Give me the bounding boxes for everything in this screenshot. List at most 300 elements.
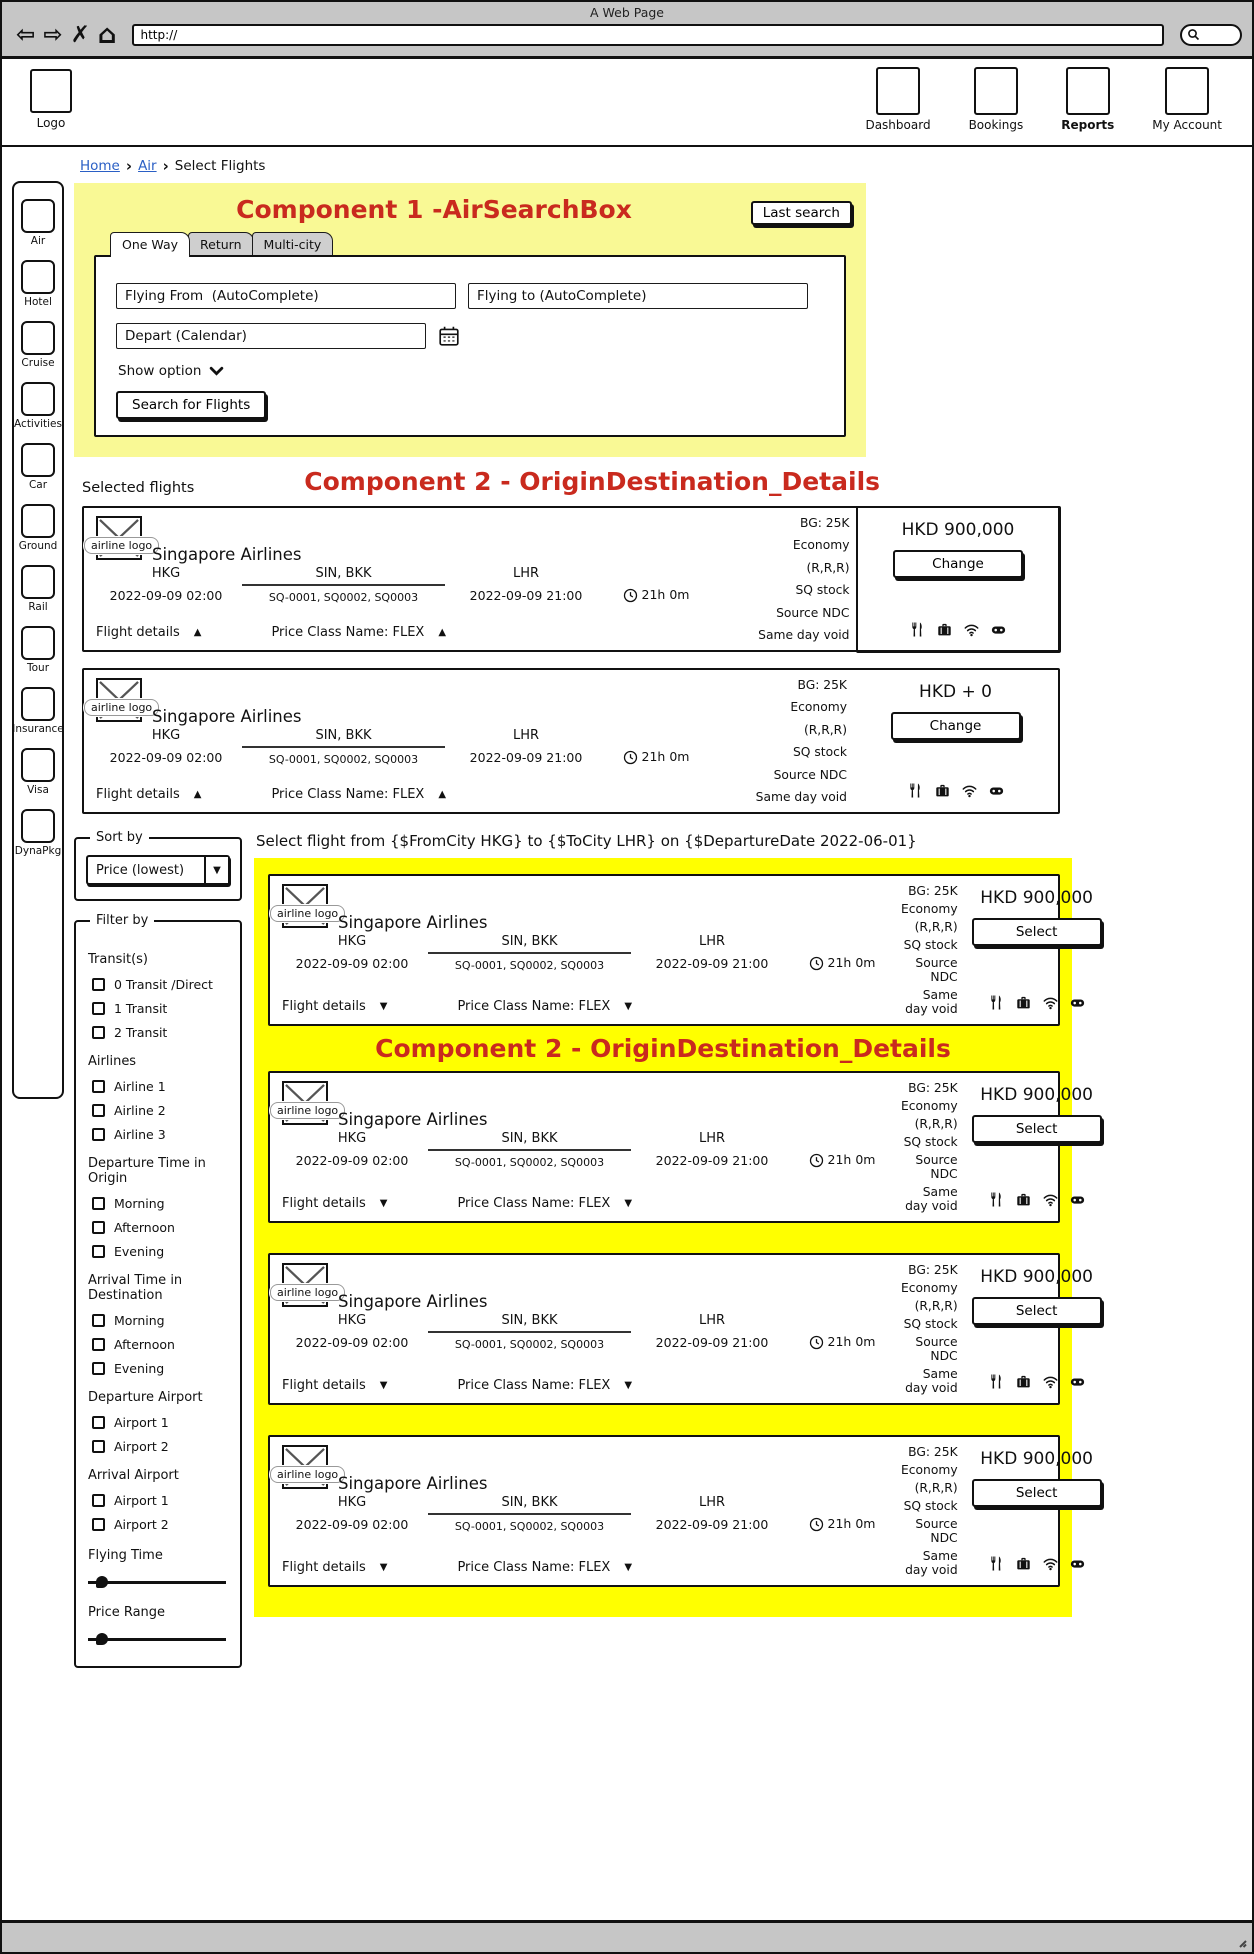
duration-text: 21h 0m [827,1516,876,1531]
sidebar-item-visa[interactable] [21,748,55,796]
price-text: HKD 900,000 [901,519,1015,540]
flight-details-label: Flight details [96,787,180,802]
booking-classes: (R,R,R) [914,1299,958,1313]
void-policy: Same day void [905,988,958,1016]
source-info: Source NDC [915,956,958,984]
last-search-button[interactable]: Last search [751,201,852,225]
duration-text: 21h 0m [641,587,690,602]
airline-name: Singapore Airlines [338,1474,488,1493]
origin-code: HKG [337,1131,367,1146]
via-codes: SIN, BKK [428,1131,631,1151]
cabin-class: Economy [901,902,958,916]
sidebar-item-label: DynaPkg [14,845,62,857]
origin-code: HKG [337,934,367,949]
airline-logo-placeholder [277,1081,339,1125]
sort-by-legend: Sort by [96,830,143,845]
car-icon [21,443,55,477]
flight-numbers: SQ-0001, SQ0002, SQ0003 [454,959,605,972]
cabin-class: Economy [790,700,847,715]
baggage-allowance: BG: 25K [908,1081,958,1095]
component2-title-results: Component 2 - OriginDestination_Details [375,1034,951,1063]
tab-multi-city[interactable]: Multi-city [252,232,334,255]
flight-details-label: Flight details [96,625,180,640]
stock-info: SQ stock [903,938,958,952]
filter-option-dep-airport-2[interactable] [92,1439,230,1454]
status-bar [2,1920,1252,1952]
clock-icon [623,588,638,603]
price-class-toggle[interactable] [457,999,632,1014]
source-info: Source NDC [915,1517,958,1545]
price-panel [964,876,1110,1024]
fare-info-column [901,1073,964,1221]
selected-flights-title: Selected flights [82,480,195,496]
sidebar-item-label: Air [30,235,46,247]
via-codes: SIN, BKK [242,728,445,748]
rail-icon [21,565,55,599]
activities-icon [21,382,55,416]
cabin-class: Economy [901,1463,958,1477]
sidebar-item-label: Visa [27,784,49,796]
air-search-box [74,183,866,457]
filter-option-arr-afternoon[interactable] [92,1337,230,1352]
clock-icon [809,1335,824,1350]
fare-info-column [901,1437,964,1585]
nav-label: My Account [1152,118,1222,132]
booking-classes: (R,R,R) [914,1117,958,1131]
browser-search-button[interactable] [1180,24,1242,46]
filter-option-dep-airport-1[interactable] [92,1415,230,1430]
airline-logo-label: airline logo [84,537,159,554]
filter-option-arr-morning[interactable] [92,1313,230,1328]
flying-from-input[interactable] [116,283,456,309]
breadcrumb-separator-icon: › [162,157,169,175]
sidebar [12,181,64,1099]
entertainment-icon [1070,1374,1085,1389]
stock-info: SQ stock [903,1135,958,1149]
results-heading: Select flight from {$FromCity HKG} to {$ToCity LHR} on {$DepartureDate 2022-06-01} [256,832,917,850]
filter-option-label: Airline 2 [114,1103,166,1118]
baggage-allowance: BG: 25K [908,1263,958,1277]
filter-group-title-arrival-time: Arrival Time in Destination [88,1273,183,1303]
baggage-allowance: BG: 25K [908,884,958,898]
checkbox-icon[interactable] [92,1416,105,1429]
checkbox-icon[interactable] [92,1362,105,1375]
origin-code: HKG [151,566,181,581]
sidebar-item-label: Hotel [24,296,52,308]
depart-date-input[interactable] [116,323,426,349]
tab-return[interactable]: Return [188,232,253,255]
collapse-icon: ▲ [438,627,447,638]
price-class-label: Price Class Name: FLEX [271,625,425,640]
logo[interactable] [30,69,72,130]
filter-group-title-arrival-airport: Arrival Airport [88,1468,179,1483]
clock-icon [809,1153,824,1168]
flight-details-label: Flight details [282,1196,366,1211]
airline-name: Singapore Airlines [338,1292,488,1311]
sidebar-item-label: Rail [28,601,48,613]
sidebar-item-cruise[interactable] [21,321,55,369]
my-account-icon [1165,67,1209,115]
airline-name: Singapore Airlines [152,545,302,564]
select-button[interactable]: Select [972,1115,1102,1143]
price-class-toggle[interactable] [457,1378,632,1393]
magnifier-icon [1186,27,1202,43]
flight-details-toggle[interactable] [282,1196,387,1211]
checkbox-icon[interactable] [92,1128,105,1141]
tour-icon [21,626,55,660]
slider-handle[interactable] [96,1576,108,1588]
checkbox-icon[interactable] [92,1080,105,1093]
sort-select-value: Price (lowest) [96,862,185,878]
cabin-class: Economy [901,1099,958,1113]
flight-details-label: Flight details [282,999,366,1014]
flight-details-toggle[interactable] [282,999,387,1014]
price-range-slider-title: Price Range [88,1605,166,1620]
home-icon[interactable]: ⌂ [97,20,117,50]
airline-logo-placeholder [91,678,153,722]
price-class-toggle[interactable] [271,787,446,802]
checkbox-icon[interactable] [92,1440,105,1453]
void-policy: Same day void [905,1367,958,1395]
duration-text: 21h 0m [641,749,690,764]
airline-logo-placeholder [277,1445,339,1489]
destination-code: LHR [698,934,726,949]
cabin-class: Economy [901,1281,958,1295]
fare-info-column [728,508,856,650]
flight-details-label: Flight details [282,1378,366,1393]
price-class-toggle[interactable] [457,1560,632,1575]
hotel-icon [21,260,55,294]
destination-code: LHR [512,566,540,581]
filter-option-airline-1[interactable] [92,1079,230,1094]
filter-group-title-airlines: Airlines [88,1054,137,1069]
logo-label: Logo [36,116,66,130]
expand-icon: ▼ [624,1380,633,1391]
sidebar-item-insurance[interactable] [12,687,64,735]
origin-code: HKG [151,728,181,743]
origin-code: HKG [337,1313,367,1328]
flight-details-toggle[interactable] [96,787,201,802]
collapse-icon: ▲ [193,789,202,800]
amenities-row [861,783,1050,802]
expand-icon: ▼ [624,1198,633,1209]
baggage-icon [937,622,952,637]
source-info: Source NDC [915,1153,958,1181]
entertainment-icon [1070,995,1085,1010]
via-codes: SIN, BKK [428,934,631,954]
stock-info: SQ stock [795,583,850,598]
duration-text: 21h 0m [827,1152,876,1167]
price-panel [856,506,1061,653]
sidebar-item-air[interactable] [21,199,55,247]
entertainment-icon [989,783,1004,798]
via-codes: SIN, BKK [242,566,445,586]
airline-logo-placeholder [277,1263,339,1307]
url-input[interactable] [134,28,1162,42]
price-panel [964,1255,1110,1403]
amenities-row [972,1374,1102,1393]
meal-icon [910,622,925,637]
insurance-icon [21,687,55,721]
wifi-icon [1043,1192,1058,1207]
nav-label: Reports [1061,118,1115,132]
component1-title: Component 1 -AirSearchBox [236,195,632,224]
origin-datetime: 2022-09-09 02:00 [295,1335,409,1350]
stop-icon[interactable]: ✗ [70,22,90,48]
price-range-slider[interactable] [88,1632,226,1646]
meal-icon [908,783,923,798]
flying-time-slider-title: Flying Time [88,1548,163,1563]
nav-reports[interactable] [1061,67,1114,132]
reports-icon [1066,67,1110,115]
sidebar-item-dynapkg[interactable] [15,809,61,857]
void-policy: Same day void [758,627,850,642]
select-button[interactable]: Select [972,1297,1102,1325]
airline-logo-label: airline logo [270,1102,345,1119]
filter-option-label: Evening [114,1244,165,1259]
checkbox-icon[interactable] [92,1314,105,1327]
select-button[interactable]: Select [972,1479,1102,1507]
filter-group-title-transits: Transit(s) [88,952,148,967]
duration-text: 21h 0m [827,955,876,970]
expand-icon: ▼ [624,1001,633,1012]
origin-datetime: 2022-09-09 02:00 [109,750,223,765]
collapse-icon: ▲ [438,789,447,800]
sidebar-item-label: Tour [26,662,50,674]
filter-option-dep-afternoon[interactable] [92,1220,230,1235]
filter-option-label: 0 Transit /Direct [114,977,213,992]
breadcrumb-home-link[interactable]: Home [80,158,120,174]
origin-datetime: 2022-09-09 02:00 [295,956,409,971]
checkbox-icon[interactable] [92,1245,105,1258]
filter-option-label: Airport 2 [114,1439,169,1454]
origin-datetime: 2022-09-09 02:00 [295,1517,409,1532]
filter-option-arr-evening[interactable] [92,1361,230,1376]
checkbox-icon[interactable] [92,1026,105,1039]
filter-option-arr-airport-2[interactable] [92,1517,230,1532]
filter-option-0-transit[interactable] [92,977,230,992]
amenities-row [972,1192,1102,1211]
price-text: HKD 900,000 [980,1085,1093,1105]
dashboard-icon [876,67,920,115]
change-button[interactable]: Change [891,712,1021,740]
nav-bookings[interactable] [969,67,1024,132]
stock-info: SQ stock [903,1499,958,1513]
checkbox-icon[interactable] [92,1221,105,1234]
expand-icon: ▼ [379,1198,388,1209]
filter-option-dep-morning[interactable] [92,1196,230,1211]
slider-handle[interactable] [96,1633,108,1645]
filter-option-airline-2[interactable] [92,1103,230,1118]
search-for-flights-button[interactable]: Search for Flights [116,391,266,419]
meal-icon [989,995,1004,1010]
sidebar-item-hotel[interactable] [21,260,55,308]
filter-option-1-transit[interactable] [92,1001,230,1016]
booking-classes: (R,R,R) [914,1481,958,1495]
tab-one-way[interactable]: One Way [110,232,190,257]
resize-handle-icon[interactable] [1231,1932,1247,1948]
dynapkg-icon [21,809,55,843]
filter-option-label: 2 Transit [114,1025,168,1040]
checkbox-icon[interactable] [92,1518,105,1531]
price-class-label: Price Class Name: FLEX [457,1560,611,1575]
checkbox-icon[interactable] [92,1494,105,1507]
show-option-toggle[interactable] [118,363,828,379]
baggage-icon [1016,1556,1031,1571]
flight-details-label: Flight details [282,1560,366,1575]
sidebar-item-label: Car [28,479,48,491]
air-icon [21,199,55,233]
destination-code: LHR [698,1313,726,1328]
price-class-label: Price Class Name: FLEX [457,1196,611,1211]
baggage-icon [935,783,950,798]
price-text: HKD 900,000 [980,888,1093,908]
destination-datetime: 2022-09-09 21:00 [655,1153,769,1168]
select-button[interactable]: Select [972,918,1102,946]
calendar-icon[interactable] [438,325,460,347]
header-nav [865,67,1222,132]
dropdown-button[interactable]: ▼ [204,857,228,883]
destination-datetime: 2022-09-09 21:00 [469,588,583,603]
sidebar-item-car[interactable] [21,443,55,491]
price-text: HKD + 0 [919,682,992,702]
booking-classes: (R,R,R) [803,722,847,737]
stock-info: SQ stock [792,745,847,760]
filter-by-panel [74,913,242,1668]
flight-details-toggle[interactable] [282,1560,387,1575]
change-button[interactable]: Change [893,550,1023,578]
filter-group-title-departure-time: Departure Time in Origin [88,1156,206,1186]
flight-details-toggle[interactable] [282,1378,387,1393]
browser-toolbar [2,20,1252,48]
baggage-icon [1016,1374,1031,1389]
ground-icon [21,504,55,538]
breadcrumb-air-link[interactable]: Air [138,158,157,174]
visa-icon [21,748,55,782]
price-text: HKD 900,000 [980,1267,1093,1287]
filter-option-label: 1 Transit [114,1001,168,1016]
filter-option-label: Afternoon [114,1337,175,1352]
checkbox-icon[interactable] [92,1338,105,1351]
expand-icon: ▼ [379,1001,388,1012]
bookings-icon [974,67,1018,115]
destination-code: LHR [512,728,540,743]
flight-details-toggle[interactable] [96,625,201,640]
chevron-down-icon [209,366,224,377]
expand-icon: ▼ [379,1380,388,1391]
meal-icon [989,1192,1004,1207]
sort-filter-column [74,830,242,1668]
destination-code: LHR [698,1495,726,1510]
origin-datetime: 2022-09-09 02:00 [295,1153,409,1168]
meal-icon [989,1374,1004,1389]
airline-logo-label: airline logo [270,905,345,922]
filter-option-label: Evening [114,1361,165,1376]
breadcrumb-separator-icon: › [125,157,133,175]
nav-dashboard[interactable] [865,67,930,132]
booking-classes: (R,R,R) [806,560,850,575]
filter-option-label: Afternoon [114,1220,175,1235]
flight-results-area [254,858,1093,1617]
price-panel [964,1073,1110,1221]
cabin-class: Economy [792,538,850,553]
airline-name: Singapore Airlines [338,913,488,932]
wifi-icon [1043,1556,1058,1571]
filter-option-label: Morning [114,1313,165,1328]
price-panel [853,670,1058,812]
filter-option-label: Airport 1 [114,1493,169,1508]
amenities-row [866,622,1051,641]
browser-title: A Web Page [589,5,664,20]
flight-numbers: SQ-0001, SQ0002, SQ0003 [268,753,419,766]
airline-logo-placeholder [91,516,153,560]
flight-numbers: SQ-0001, SQ0002, SQ0003 [454,1338,605,1351]
sidebar-item-label: Activities [14,418,62,430]
price-class-toggle[interactable] [271,625,446,640]
checkbox-icon[interactable] [92,978,105,991]
price-panel [964,1437,1110,1585]
destination-datetime: 2022-09-09 21:00 [655,1335,769,1350]
origin-datetime: 2022-09-09 02:00 [109,588,223,603]
filter-option-arr-airport-1[interactable] [92,1493,230,1508]
sidebar-item-label: Insurance [12,723,64,735]
collapse-icon: ▲ [193,627,202,638]
filter-option-label: Airport 1 [114,1415,169,1430]
breadcrumb-current: Select Flights [174,158,266,174]
price-class-toggle[interactable] [457,1196,632,1211]
filter-by-legend: Filter by [96,913,149,928]
flying-time-slider[interactable] [88,1575,226,1589]
sidebar-item-rail[interactable] [21,565,55,613]
void-policy: Same day void [755,789,847,804]
void-policy: Same day void [905,1185,958,1213]
selected-flight-card-1 [82,506,1060,652]
filter-option-2-transit[interactable] [92,1025,230,1040]
fare-info-column [901,1255,964,1403]
checkbox-icon[interactable] [92,1104,105,1117]
sort-by-panel [74,830,242,901]
sidebar-item-tour[interactable] [21,626,55,674]
sidebar-item-label: Ground [18,540,58,552]
checkbox-icon[interactable] [92,1002,105,1015]
component2-title: Component 2 - OriginDestination_Details [304,467,881,496]
airline-logo-label: airline logo [270,1284,345,1301]
sidebar-item-activities[interactable] [14,382,62,430]
filter-option-label: Airport 2 [114,1517,169,1532]
nav-my-account[interactable] [1152,67,1222,132]
forward-icon[interactable]: ⇨ [43,22,63,48]
app-header [2,59,1252,147]
meal-icon [989,1556,1004,1571]
origin-code: HKG [337,1495,367,1510]
sort-select[interactable] [86,855,230,885]
back-icon[interactable]: ⇦ [16,22,36,48]
filter-option-dep-evening[interactable] [92,1244,230,1259]
checkbox-icon[interactable] [92,1197,105,1210]
filter-option-airline-3[interactable] [92,1127,230,1142]
price-text: HKD 900,000 [980,1449,1093,1469]
stock-info: SQ stock [903,1317,958,1331]
cruise-icon [21,321,55,355]
flight-numbers: SQ-0001, SQ0002, SQ0003 [454,1156,605,1169]
sidebar-item-ground[interactable] [19,504,58,552]
baggage-allowance: BG: 25K [908,1445,958,1459]
wifi-icon [962,783,977,798]
amenities-row [972,1556,1102,1575]
flying-to-input[interactable] [468,283,808,309]
nav-label: Dashboard [865,118,931,132]
breadcrumb [74,153,1244,183]
